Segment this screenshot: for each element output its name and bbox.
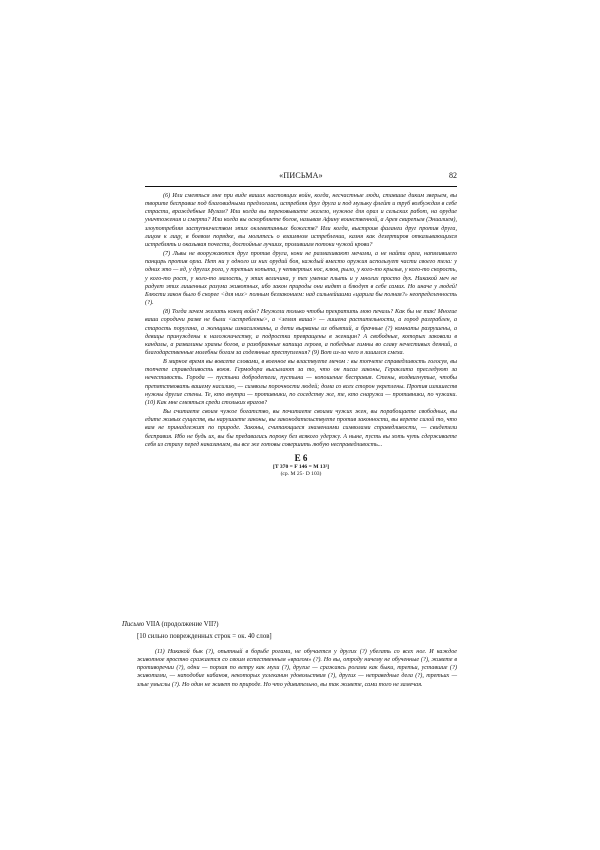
paragraph-8: (8) Тогда зачем желать конец войн? Неужели только чтобы прекратить мою печаль? Как бы не так! Многие ваши сородичи разве не были <истреблены>, а <земля ваша> — лишена растительности, а город разграблен, а старость поругана, а женщины изнасилованы, а дети вырваны из объятий, а брачные (?) комнаты разрушены, а девицы принуждены к наложничеству, а подростки превращены в женщин? А свободные, которых заковали в кандалы, а развалины храмы богов, а разобранные капища героев, а победные гимны во славу нечестивых деяний, а благодарственные молебны богам за содеянные преступления? (9) Вот из-за чего я лишился смеха. [145, 309, 457, 356]
section-title: E 6 [294, 452, 308, 463]
header-rule [145, 186, 457, 187]
lacuna-note: [10 сильно поврежденных строк = ок. 40 слов] [137, 633, 272, 640]
paragraph-7: (7) Львы не вооружаются друг против друга, кони не размахивают мечами, а не найти орла, напялившего панцирь против орла. Нет ни у одного из них орудий боя, каждый вместо оружия использует части своего тела: у одних это — яд, у других рога, у третьих копыта, у четвертых нос, клюв, рыло, у кого-то крылья, у кого-то скорость, у кого-то рост, у кого-то малость, у этих величина, у тех умение плыть и у многих просто дух. Никакой меч не радует этих лишенных разума животных, ибо закон природы они видят и блюдут в себе самих. Но иначе у людей! Блюсти закон было б скорее <для них> полным беззаконием: над сильнейшими «царила бы полная?» неопределенность (?). [145, 251, 457, 307]
main-text [145, 192, 457, 478]
final-text [137, 648, 457, 690]
section-reference: [T 370 = F 146 = M 13²] [272, 463, 330, 470]
paragraph-11: (11) Никакой бык (?), опытный в борьбе рогами, не обучается у других (?) убегать со всех ног. И каждое животное яростно сражается со своим естественным «врагом» (?). Но вы, отроду ничему не обученные (?), живете в противоречии (?), одни — порхая по ветру как мухи (?), другие — сражаясь рогами как быки, третьи, уставшие (?) животами, — наподобие кабанов, некоторых ухлеканин удовольствия (?), других — неправедные дела (?), третьих — злые умыслы (?). Но один не живет по природе. Но что удивительно, вы так живете, сами того не замечая. [137, 649, 457, 688]
paragraph-6: (6) Или смеяться мне при виде ваших настоящих войн, когда, несчастные люди, ставшие диким зверьем, вы творите бесправие под благовидными предлогами, истребляя друг друга и под музыку флейт и труб возбуждая в себе страсти, враждебные Музам? Или когда вы перековываете железо, нужное для орал и сельских работ, на орудие уничтожения и смерти? Или когда вы оскорбляете богов, называя Афину воинственной, а Арея свирепым (Эниалием), злоупотребляя заступничеством этих оклеветанных божеств? Или когда, выстроив фаланги друг против друга, лицом к лицу, в боевом порядке, вы молитесь о взаимном истреблении, казня как дезертиров отказывающихся истреблять и оказывая почести, достойные лучших, пролившим потоки чужой крови? [145, 193, 457, 248]
page-header [145, 171, 457, 185]
section-cross-reference: (ср. M 25· D 103) [280, 470, 322, 477]
section-heading [145, 453, 457, 478]
letter-heading-rest: VIIA (продолжение VII?) [144, 621, 219, 628]
paragraph-wealth: Вы считаете своим чужое богатство, вы почитаете своими чужих жен, вы порабощаете свободных, вы едите живых существ, вы нарушаете законы, вы законодательствуете против законности, вы верете силой то, что вам не принадлежит по природе. Законы, считающиеся знамениями символами справедливости, — свидетели бесправия. Ибо не будь их, вы бы предавались пороку без всякого удержу. А ныне, пусть вы хоть чуть сдерживаете себя из страху перед наказанием, вы все же готовы совершить любую несправедливость... [145, 409, 457, 448]
letter-heading [122, 620, 219, 629]
page-number: 82 [449, 171, 457, 180]
paragraph-peace: В мирное время вы вовсете словами, в военное вы властвуете мечом : вы топчете справедливость голосуя, вы топчете справедливость воюя. Гермодора высылают за то, что он писал законы, Гераклита преследуют за нечестивость. Города — пустыни добродетели, пустыни — копошение бесправия. Стены, воздвигнутые, чтобы препятствовать вашему насилию, — символы порочности людей; дома со всех сторон укреплены. Против излишеств нужны другие стены. Те, кто внутри — противники, по соседству же, те, кто снаружи — противники, по чужаки. (10) Как мне смеяться среди стольких врагов? [145, 359, 457, 406]
running-title: «ПИСЬМА» [279, 171, 323, 180]
letter-heading-italic: Письмо [122, 621, 145, 628]
